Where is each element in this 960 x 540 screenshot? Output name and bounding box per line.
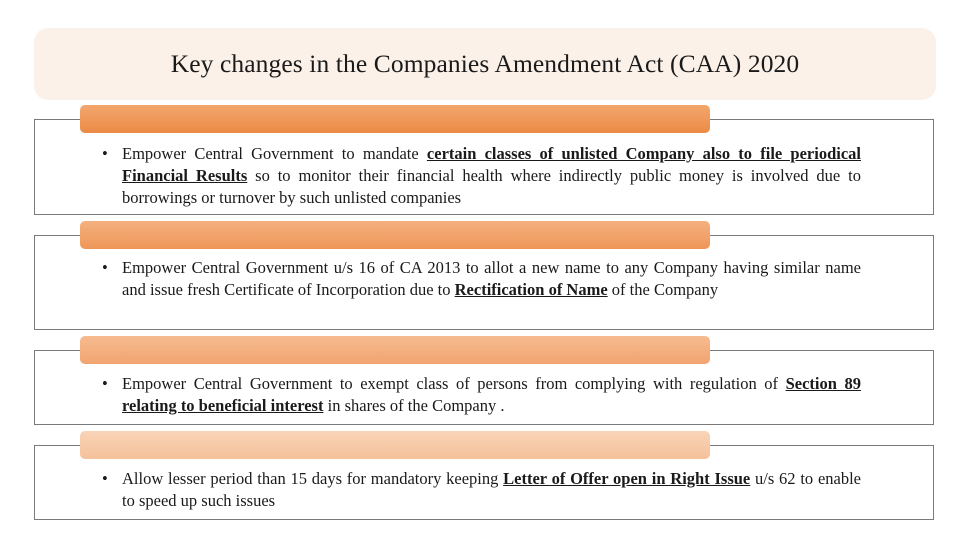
card-tab-1 <box>80 105 710 133</box>
card-tab-3 <box>80 336 710 364</box>
change-item-2 <box>102 257 861 301</box>
change-item-1 <box>102 143 861 209</box>
bullet-icon: • <box>102 258 108 277</box>
change-text-4: Allow lesser period than 15 days for mandatory keeping Letter of Offer open in Right Issue u/s 62 to enable to speed up such issues <box>122 469 861 510</box>
change-item-4 <box>102 468 861 512</box>
highlighted-phrase: Section 89 relating to beneficial interest <box>122 374 861 415</box>
highlighted-phrase: certain classes of unlisted Company also to file periodical Financial Results <box>122 144 861 185</box>
change-text-3: Empower Central Government to exempt class of persons from complying with regulation of Section 89 relating to beneficial interest in shares of the Company . <box>122 374 861 415</box>
card-tab-2 <box>80 221 710 249</box>
bullet-icon: • <box>102 469 108 488</box>
change-text-2: Empower Central Government u/s 16 of CA 2013 to allot a new name to any Company having similar name and issue fresh Certificate of Incorporation due to Rectification of Name of the Company <box>122 258 861 299</box>
title-banner <box>34 28 936 100</box>
card-tab-4 <box>80 431 710 459</box>
highlighted-phrase: Rectification of Name <box>454 280 608 299</box>
bullet-icon: • <box>102 144 108 163</box>
page-title: Key changes in the Companies Amendment Act (CAA) 2020 <box>170 49 800 78</box>
change-text-1: Empower Central Government to mandate certain classes of unlisted Company also to file periodical Financial Results so to monitor their financial health where indirectly public money is involved due to borrowings or turnover by such unlisted companies <box>122 144 861 207</box>
highlighted-phrase: Letter of Offer open in Right Issue <box>503 469 751 488</box>
bullet-icon: • <box>102 374 108 393</box>
change-item-3 <box>102 373 861 417</box>
